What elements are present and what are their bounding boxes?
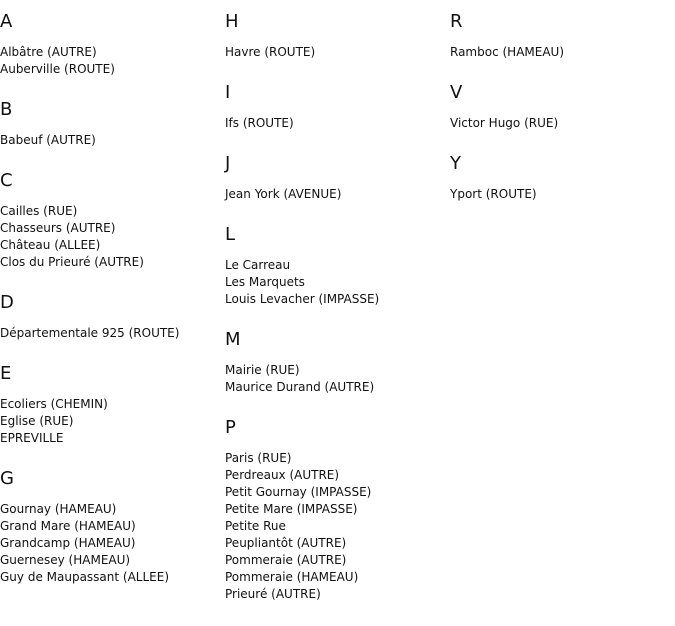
letter-heading: E	[0, 363, 12, 384]
street-item: Pommeraie (AUTRE)	[225, 553, 347, 567]
street-item: Perdreaux (AUTRE)	[225, 468, 340, 482]
street-item: Petite Rue	[225, 519, 286, 533]
street-list	[0, 396, 220, 447]
street-item: Départementale 925 (ROUTE)	[0, 326, 180, 340]
street-item: Petit Gournay (IMPASSE)	[225, 485, 372, 499]
street-item: Chasseurs (AUTRE)	[0, 221, 116, 235]
street-list	[0, 501, 220, 586]
letter-section-b	[0, 98, 220, 149]
street-index-column-2	[225, 0, 445, 603]
letter-heading: H	[225, 11, 239, 32]
letter-section-e	[0, 362, 220, 447]
street-item: Château (ALLEE)	[0, 238, 101, 252]
letter-section-v	[450, 81, 670, 132]
street-item: Guernesey (HAMEAU)	[0, 553, 131, 567]
street-item: Yport (ROUTE)	[450, 187, 537, 201]
letter-section-m	[225, 328, 445, 396]
street-item: Clos du Prieuré (AUTRE)	[0, 255, 144, 269]
letter-heading: J	[225, 153, 231, 174]
street-item: Les Marquets	[225, 275, 305, 289]
letter-section-a	[0, 10, 220, 78]
street-list	[225, 186, 445, 203]
letter-section-c	[0, 169, 220, 271]
street-item: Jean York (AVENUE)	[225, 187, 342, 201]
street-item: Cailles (RUE)	[0, 204, 78, 218]
street-list	[0, 325, 220, 342]
street-item: Pommeraie (HAMEAU)	[225, 570, 359, 584]
street-item: Gournay (HAMEAU)	[0, 502, 117, 516]
letter-section-h	[225, 10, 445, 61]
letter-section-l	[225, 223, 445, 308]
street-item: Eglise (RUE)	[0, 414, 74, 428]
letter-heading: D	[0, 292, 14, 313]
letter-heading: P	[225, 417, 236, 438]
letter-section-j	[225, 152, 445, 203]
letter-heading: V	[450, 82, 463, 103]
street-list	[225, 362, 445, 396]
letter-heading: L	[225, 224, 236, 245]
letter-heading: A	[0, 11, 13, 32]
letter-section-g	[0, 467, 220, 586]
street-item: Albâtre (AUTRE)	[0, 45, 97, 59]
street-index-column-1	[0, 0, 220, 586]
street-item: Ramboc (HAMEAU)	[450, 45, 565, 59]
street-list	[225, 257, 445, 308]
street-list	[450, 44, 670, 61]
street-item: Grand Mare (HAMEAU)	[0, 519, 136, 533]
letter-section-p	[225, 416, 445, 603]
street-item: Prieuré (AUTRE)	[225, 587, 321, 601]
street-item: Havre (ROUTE)	[225, 45, 316, 59]
street-list	[225, 450, 445, 603]
street-list	[450, 186, 670, 203]
street-list	[0, 132, 220, 149]
street-item: Grandcamp (HAMEAU)	[0, 536, 136, 550]
letter-heading: M	[225, 329, 241, 350]
street-item: Victor Hugo (RUE)	[450, 116, 559, 130]
street-item: Ecoliers (CHEMIN)	[0, 397, 108, 411]
street-item: Louis Levacher (IMPASSE)	[225, 292, 380, 306]
letter-section-y	[450, 152, 670, 203]
letter-heading: G	[0, 468, 14, 489]
street-item: Ifs (ROUTE)	[225, 116, 294, 130]
letter-heading: C	[0, 170, 13, 191]
street-item: EPREVILLE	[0, 431, 64, 445]
street-item: Guy de Maupassant (ALLEE)	[0, 570, 170, 584]
letter-heading: I	[225, 82, 231, 103]
street-item: Peupliantôt (AUTRE)	[225, 536, 347, 550]
street-list	[225, 115, 445, 132]
street-list	[450, 115, 670, 132]
street-item: Le Carreau	[225, 258, 291, 272]
street-item: Maurice Durand (AUTRE)	[225, 380, 375, 394]
street-item: Mairie (RUE)	[225, 363, 300, 377]
street-list	[225, 44, 445, 61]
street-item: Paris (RUE)	[225, 451, 292, 465]
letter-heading: B	[0, 99, 13, 120]
street-list	[0, 203, 220, 271]
letter-heading: Y	[450, 153, 461, 174]
street-item: Petite Mare (IMPASSE)	[225, 502, 358, 516]
letter-section-d	[0, 291, 220, 342]
letter-heading: R	[450, 11, 463, 32]
street-list	[0, 44, 220, 78]
street-item: Auberville (ROUTE)	[0, 62, 115, 76]
letter-section-r	[450, 10, 670, 61]
street-index-column-3	[450, 0, 670, 203]
street-item: Babeuf (AUTRE)	[0, 133, 96, 147]
letter-section-i	[225, 81, 445, 132]
